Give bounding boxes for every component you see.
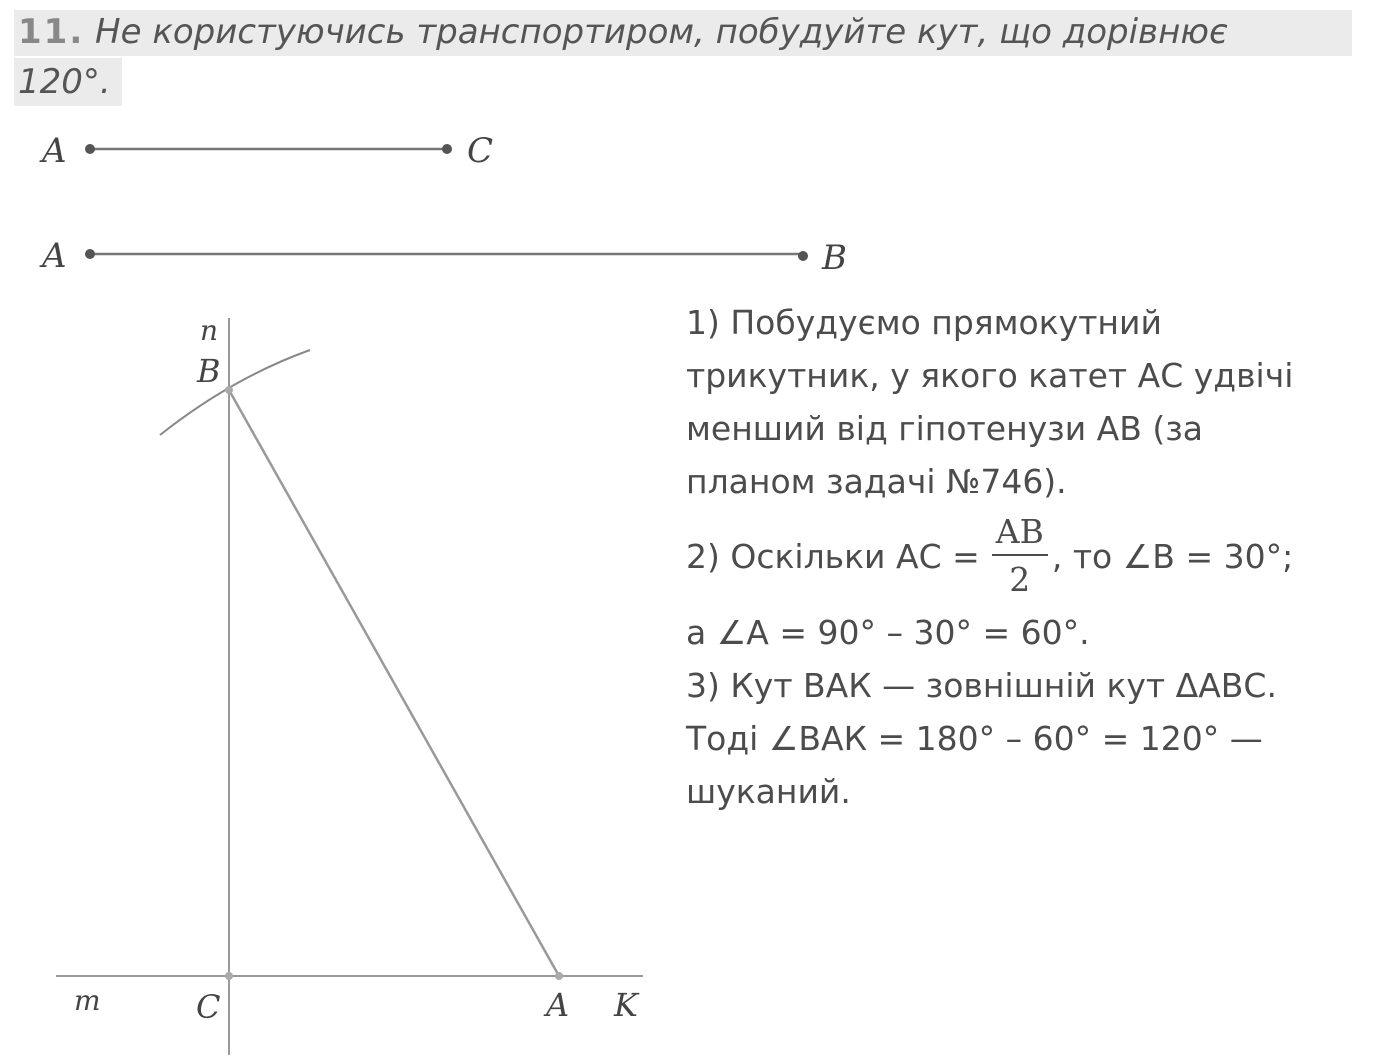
segment-ab bbox=[39, 236, 847, 278]
label-m: m bbox=[74, 984, 101, 1017]
hypotenuse-ab bbox=[229, 390, 559, 976]
step1-line4: планом задачі №746). bbox=[686, 462, 1067, 501]
point-b bbox=[225, 386, 233, 394]
step2-prefix: 2) Оскільки АС = bbox=[686, 536, 980, 576]
step2-line1 bbox=[686, 506, 1386, 606]
point-a bbox=[555, 972, 563, 980]
step3-line2: Тоді ∠ВАК = 180° – 60° = 120° — bbox=[686, 719, 1263, 758]
step1-line2: трикутник, у якого катет АС удвічі bbox=[686, 356, 1294, 395]
segment-ac-label-a: A bbox=[42, 131, 67, 171]
segment-ab-start-point bbox=[85, 249, 95, 259]
step2-suffix: , то ∠В = 30°; bbox=[1051, 536, 1294, 576]
segment-ac-label-c: C bbox=[467, 131, 494, 171]
step1-line3: менший від гіпотенузи АВ (за bbox=[686, 409, 1204, 448]
label-a: A bbox=[546, 986, 570, 1024]
label-k: K bbox=[614, 986, 638, 1024]
point-c bbox=[225, 972, 233, 980]
segment-ab-end-point bbox=[798, 251, 808, 261]
fraction-denominator: 2 bbox=[1009, 560, 1031, 599]
problem-number: 11. bbox=[18, 12, 85, 52]
label-b: B bbox=[197, 352, 221, 390]
label-n: n bbox=[200, 314, 219, 347]
segment-ab-label-a: A bbox=[42, 236, 67, 276]
step1-line1: 1) Побудуємо прямокутний bbox=[686, 303, 1162, 342]
step3-line1: 3) Кут ВАК — зовнішній кут ΔАВС. bbox=[686, 666, 1277, 705]
solution-text bbox=[686, 296, 1386, 818]
triangle-construction bbox=[56, 314, 643, 1055]
problem-statement-line2: 120°. bbox=[18, 62, 111, 102]
step3-line3: шуканий. bbox=[686, 772, 851, 811]
segment-ac-end-point bbox=[442, 144, 452, 154]
arc-mark bbox=[160, 350, 310, 435]
segment-ab-label-b: B bbox=[822, 238, 847, 278]
step2-line2: а ∠А = 90° – 30° = 60°. bbox=[686, 613, 1090, 652]
segment-ac-start-point bbox=[85, 144, 95, 154]
segment-ac bbox=[39, 131, 493, 171]
label-c: C bbox=[196, 988, 221, 1026]
problem-text: Не користуючись транспортиром, побудуйте кут, що дорівнює bbox=[95, 12, 1228, 52]
fraction-numerator: AB bbox=[992, 512, 1048, 556]
fraction-ab-over-2 bbox=[992, 512, 1048, 600]
